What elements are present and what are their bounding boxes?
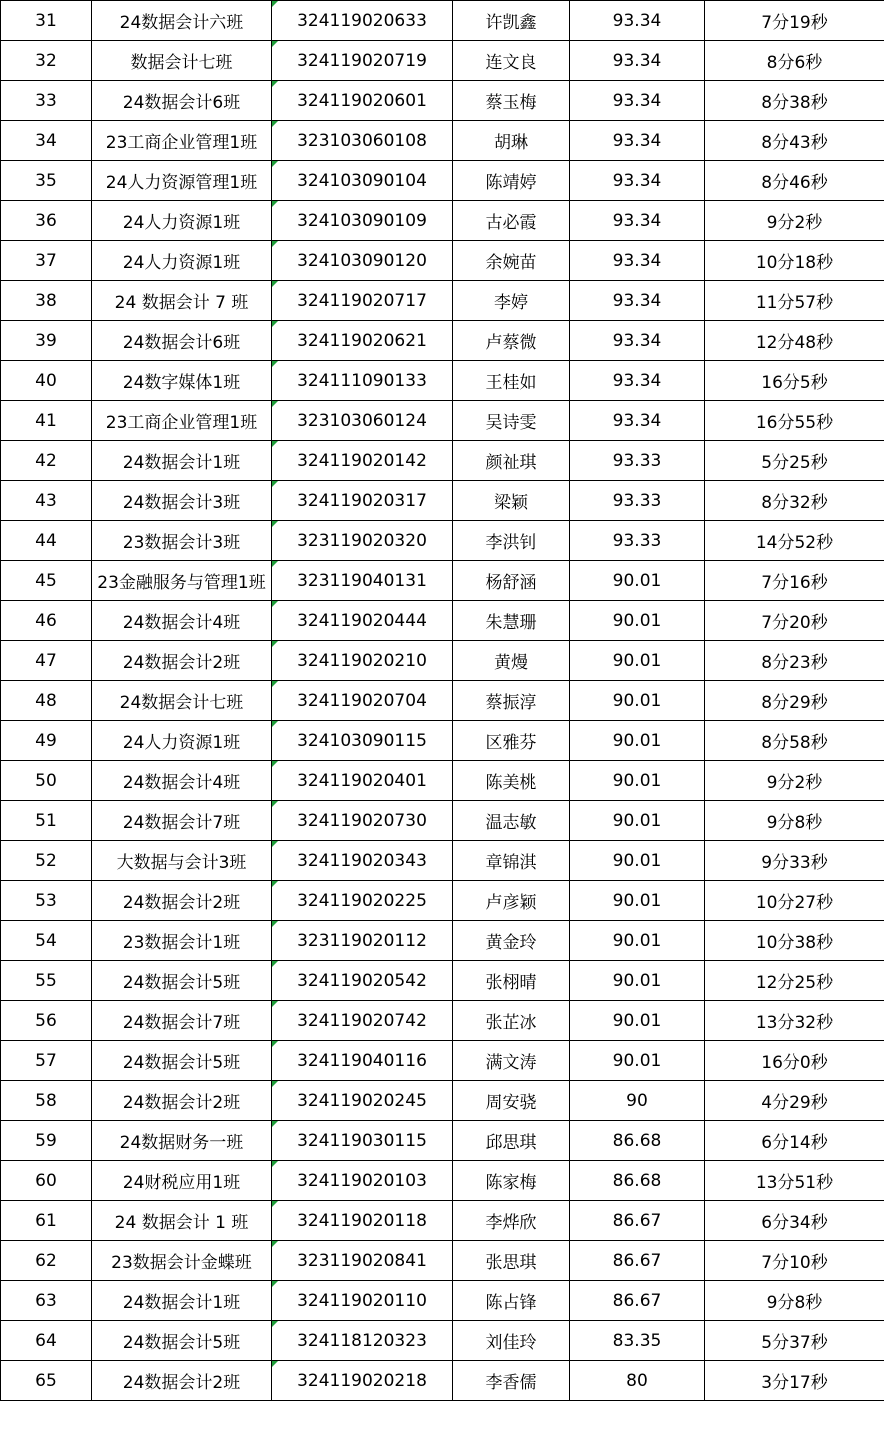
rank-cell: 34 xyxy=(1,121,92,161)
name-cell: 许凯鑫 xyxy=(453,1,570,41)
table-row xyxy=(1,81,884,121)
rank-cell: 61 xyxy=(1,1201,92,1241)
time-cell: 9分2秒 xyxy=(705,201,884,241)
time-cell: 9分33秒 xyxy=(705,841,884,881)
name-cell: 朱慧珊 xyxy=(453,601,570,641)
class-cell: 24数据会计5班 xyxy=(92,1321,272,1361)
name-cell: 余婉苗 xyxy=(453,241,570,281)
rank-cell: 55 xyxy=(1,961,92,1001)
student-id-cell: 324119020717 xyxy=(272,281,453,321)
time-cell: 8分23秒 xyxy=(705,641,884,681)
name-cell: 黄金玲 xyxy=(453,921,570,961)
student-id-cell: 324119020633 xyxy=(272,1,453,41)
rank-cell: 52 xyxy=(1,841,92,881)
class-cell: 24数据会计3班 xyxy=(92,481,272,521)
student-id-cell: 324103090115 xyxy=(272,721,453,761)
score-cell: 90.01 xyxy=(570,921,705,961)
time-cell: 7分16秒 xyxy=(705,561,884,601)
table-row xyxy=(1,641,884,681)
score-cell: 90.01 xyxy=(570,761,705,801)
time-cell: 7分20秒 xyxy=(705,601,884,641)
table-row xyxy=(1,161,884,201)
student-id-cell: 324119020103 xyxy=(272,1161,453,1201)
score-cell: 93.34 xyxy=(570,41,705,81)
score-cell: 90.01 xyxy=(570,961,705,1001)
table-row xyxy=(1,1001,884,1041)
time-cell: 5分37秒 xyxy=(705,1321,884,1361)
score-cell: 90.01 xyxy=(570,601,705,641)
table-row xyxy=(1,41,884,81)
class-cell: 23数据会计1班 xyxy=(92,921,272,961)
name-cell: 王桂如 xyxy=(453,361,570,401)
name-cell: 连文良 xyxy=(453,41,570,81)
time-cell: 6分34秒 xyxy=(705,1201,884,1241)
rank-cell: 39 xyxy=(1,321,92,361)
student-id-cell: 323119020112 xyxy=(272,921,453,961)
table-row xyxy=(1,1281,884,1321)
name-cell: 陈靖婷 xyxy=(453,161,570,201)
table-row xyxy=(1,801,884,841)
rank-cell: 45 xyxy=(1,561,92,601)
name-cell: 刘佳玲 xyxy=(453,1321,570,1361)
class-cell: 24数据会计1班 xyxy=(92,1281,272,1321)
class-cell: 23数据会计金蝶班 xyxy=(92,1241,272,1281)
rank-cell: 59 xyxy=(1,1121,92,1161)
name-cell: 杨舒涵 xyxy=(453,561,570,601)
name-cell: 黄熳 xyxy=(453,641,570,681)
rank-cell: 43 xyxy=(1,481,92,521)
class-cell: 24人力资源1班 xyxy=(92,241,272,281)
student-id-cell: 324119020542 xyxy=(272,961,453,1001)
student-id-cell: 324119020317 xyxy=(272,481,453,521)
time-cell: 8分58秒 xyxy=(705,721,884,761)
class-cell: 24数据会计7班 xyxy=(92,1001,272,1041)
rank-cell: 50 xyxy=(1,761,92,801)
score-cell: 90.01 xyxy=(570,721,705,761)
time-cell: 6分14秒 xyxy=(705,1121,884,1161)
name-cell: 颜祉琪 xyxy=(453,441,570,481)
class-cell: 23数据会计3班 xyxy=(92,521,272,561)
time-cell: 8分43秒 xyxy=(705,121,884,161)
time-cell: 8分29秒 xyxy=(705,681,884,721)
class-cell: 数据会计七班 xyxy=(92,41,272,81)
table-row xyxy=(1,681,884,721)
score-cell: 86.67 xyxy=(570,1241,705,1281)
score-cell: 93.34 xyxy=(570,361,705,401)
name-cell: 古必霞 xyxy=(453,201,570,241)
name-cell: 满文涛 xyxy=(453,1041,570,1081)
class-cell: 24数据会计7班 xyxy=(92,801,272,841)
class-cell: 大数据与会计3班 xyxy=(92,841,272,881)
time-cell: 10分38秒 xyxy=(705,921,884,961)
score-cell: 93.34 xyxy=(570,401,705,441)
table-row xyxy=(1,841,884,881)
class-cell: 23工商企业管理1班 xyxy=(92,121,272,161)
student-id-cell: 324111090133 xyxy=(272,361,453,401)
score-cell: 93.34 xyxy=(570,81,705,121)
score-cell: 90.01 xyxy=(570,841,705,881)
class-cell: 24财税应用1班 xyxy=(92,1161,272,1201)
table-row xyxy=(1,601,884,641)
table-row xyxy=(1,1321,884,1361)
name-cell: 卢蔡微 xyxy=(453,321,570,361)
time-cell: 12分48秒 xyxy=(705,321,884,361)
student-id-cell: 324119020444 xyxy=(272,601,453,641)
time-cell: 12分25秒 xyxy=(705,961,884,1001)
table-row xyxy=(1,241,884,281)
rank-cell: 37 xyxy=(1,241,92,281)
score-cell: 90 xyxy=(570,1081,705,1121)
class-cell: 24数据财务一班 xyxy=(92,1121,272,1161)
results-table-body xyxy=(1,1,884,1401)
student-id-cell: 324119020704 xyxy=(272,681,453,721)
score-cell: 93.34 xyxy=(570,161,705,201)
time-cell: 13分51秒 xyxy=(705,1161,884,1201)
rank-cell: 33 xyxy=(1,81,92,121)
student-id-cell: 324119020621 xyxy=(272,321,453,361)
name-cell: 胡琳 xyxy=(453,121,570,161)
rank-cell: 42 xyxy=(1,441,92,481)
table-row xyxy=(1,1361,884,1401)
table-row xyxy=(1,761,884,801)
score-cell: 90.01 xyxy=(570,881,705,921)
rank-cell: 58 xyxy=(1,1081,92,1121)
class-cell: 24数据会计6班 xyxy=(92,81,272,121)
rank-cell: 53 xyxy=(1,881,92,921)
score-cell: 93.34 xyxy=(570,241,705,281)
class-cell: 24数据会计2班 xyxy=(92,641,272,681)
rank-cell: 44 xyxy=(1,521,92,561)
class-cell: 24数据会计2班 xyxy=(92,1361,272,1401)
class-cell: 24数据会计6班 xyxy=(92,321,272,361)
class-cell: 24数据会计5班 xyxy=(92,1041,272,1081)
student-id-cell: 324119030115 xyxy=(272,1121,453,1161)
time-cell: 16分5秒 xyxy=(705,361,884,401)
class-cell: 24 数据会计 1 班 xyxy=(92,1201,272,1241)
student-id-cell: 324119020225 xyxy=(272,881,453,921)
name-cell: 邱思琪 xyxy=(453,1121,570,1161)
time-cell: 10分18秒 xyxy=(705,241,884,281)
name-cell: 吴诗雯 xyxy=(453,401,570,441)
name-cell: 梁颖 xyxy=(453,481,570,521)
table-row xyxy=(1,401,884,441)
time-cell: 16分0秒 xyxy=(705,1041,884,1081)
class-cell: 24数据会计4班 xyxy=(92,601,272,641)
table-row xyxy=(1,1241,884,1281)
name-cell: 李香儒 xyxy=(453,1361,570,1401)
score-cell: 90.01 xyxy=(570,1041,705,1081)
score-cell: 80 xyxy=(570,1361,705,1401)
name-cell: 李洪钊 xyxy=(453,521,570,561)
table-row xyxy=(1,521,884,561)
rank-cell: 35 xyxy=(1,161,92,201)
class-cell: 24 数据会计 7 班 xyxy=(92,281,272,321)
time-cell: 8分6秒 xyxy=(705,41,884,81)
rank-cell: 62 xyxy=(1,1241,92,1281)
table-row xyxy=(1,1081,884,1121)
time-cell: 9分8秒 xyxy=(705,1281,884,1321)
student-id-cell: 323119040131 xyxy=(272,561,453,601)
name-cell: 李烨欣 xyxy=(453,1201,570,1241)
class-cell: 24数据会计2班 xyxy=(92,881,272,921)
table-row xyxy=(1,721,884,761)
time-cell: 9分8秒 xyxy=(705,801,884,841)
rank-cell: 46 xyxy=(1,601,92,641)
rank-cell: 63 xyxy=(1,1281,92,1321)
time-cell: 9分2秒 xyxy=(705,761,884,801)
time-cell: 11分57秒 xyxy=(705,281,884,321)
score-cell: 83.35 xyxy=(570,1321,705,1361)
time-cell: 13分32秒 xyxy=(705,1001,884,1041)
student-id-cell: 323119020320 xyxy=(272,521,453,561)
table-row xyxy=(1,201,884,241)
class-cell: 23工商企业管理1班 xyxy=(92,401,272,441)
rank-cell: 40 xyxy=(1,361,92,401)
table-row xyxy=(1,1,884,41)
score-cell: 93.33 xyxy=(570,521,705,561)
rank-cell: 64 xyxy=(1,1321,92,1361)
student-id-cell: 324119020601 xyxy=(272,81,453,121)
table-row xyxy=(1,1161,884,1201)
student-id-cell: 324118120323 xyxy=(272,1321,453,1361)
class-cell: 24数据会计1班 xyxy=(92,441,272,481)
class-cell: 24数字媒体1班 xyxy=(92,361,272,401)
score-cell: 93.33 xyxy=(570,481,705,521)
table-row xyxy=(1,961,884,1001)
score-cell: 93.34 xyxy=(570,1,705,41)
rank-cell: 36 xyxy=(1,201,92,241)
name-cell: 张栩晴 xyxy=(453,961,570,1001)
student-id-cell: 324119020110 xyxy=(272,1281,453,1321)
time-cell: 16分55秒 xyxy=(705,401,884,441)
score-cell: 93.34 xyxy=(570,121,705,161)
class-cell: 24数据会计4班 xyxy=(92,761,272,801)
table-row xyxy=(1,921,884,961)
class-cell: 24人力资源管理1班 xyxy=(92,161,272,201)
rank-cell: 54 xyxy=(1,921,92,961)
name-cell: 章锦淇 xyxy=(453,841,570,881)
score-cell: 90.01 xyxy=(570,641,705,681)
student-id-cell: 324119020210 xyxy=(272,641,453,681)
student-id-cell: 324103090120 xyxy=(272,241,453,281)
rank-cell: 49 xyxy=(1,721,92,761)
table-row xyxy=(1,561,884,601)
score-cell: 90.01 xyxy=(570,561,705,601)
student-id-cell: 323103060108 xyxy=(272,121,453,161)
name-cell: 陈家梅 xyxy=(453,1161,570,1201)
table-row xyxy=(1,121,884,161)
student-id-cell: 324119040116 xyxy=(272,1041,453,1081)
student-id-cell: 323119020841 xyxy=(272,1241,453,1281)
student-id-cell: 324119020142 xyxy=(272,441,453,481)
name-cell: 陈占锋 xyxy=(453,1281,570,1321)
name-cell: 张芷冰 xyxy=(453,1001,570,1041)
rank-cell: 41 xyxy=(1,401,92,441)
name-cell: 蔡振淳 xyxy=(453,681,570,721)
time-cell: 4分29秒 xyxy=(705,1081,884,1121)
score-cell: 86.67 xyxy=(570,1201,705,1241)
name-cell: 李婷 xyxy=(453,281,570,321)
time-cell: 3分17秒 xyxy=(705,1361,884,1401)
score-cell: 93.34 xyxy=(570,281,705,321)
time-cell: 7分19秒 xyxy=(705,1,884,41)
student-id-cell: 324103090104 xyxy=(272,161,453,201)
score-cell: 93.33 xyxy=(570,441,705,481)
time-cell: 10分27秒 xyxy=(705,881,884,921)
name-cell: 周安骁 xyxy=(453,1081,570,1121)
score-cell: 86.67 xyxy=(570,1281,705,1321)
table-row xyxy=(1,481,884,521)
rank-cell: 38 xyxy=(1,281,92,321)
table-row xyxy=(1,441,884,481)
rank-cell: 47 xyxy=(1,641,92,681)
student-id-cell: 324103090109 xyxy=(272,201,453,241)
table-row xyxy=(1,881,884,921)
rank-cell: 51 xyxy=(1,801,92,841)
student-id-cell: 324119020218 xyxy=(272,1361,453,1401)
table-row xyxy=(1,1121,884,1161)
student-id-cell: 324119020401 xyxy=(272,761,453,801)
rank-cell: 60 xyxy=(1,1161,92,1201)
score-cell: 93.34 xyxy=(570,321,705,361)
class-cell: 24数据会计六班 xyxy=(92,1,272,41)
student-id-cell: 324119020719 xyxy=(272,41,453,81)
class-cell: 24人力资源1班 xyxy=(92,201,272,241)
rank-cell: 56 xyxy=(1,1001,92,1041)
table-row xyxy=(1,321,884,361)
student-id-cell: 324119020118 xyxy=(272,1201,453,1241)
score-cell: 90.01 xyxy=(570,1001,705,1041)
class-cell: 24数据会计七班 xyxy=(92,681,272,721)
name-cell: 温志敏 xyxy=(453,801,570,841)
rank-cell: 31 xyxy=(1,1,92,41)
table-row xyxy=(1,281,884,321)
time-cell: 8分32秒 xyxy=(705,481,884,521)
rank-cell: 65 xyxy=(1,1361,92,1401)
student-id-cell: 324119020245 xyxy=(272,1081,453,1121)
name-cell: 张思琪 xyxy=(453,1241,570,1281)
score-cell: 86.68 xyxy=(570,1161,705,1201)
table-row xyxy=(1,361,884,401)
class-cell: 23金融服务与管理1班 xyxy=(92,561,272,601)
student-id-cell: 324119020730 xyxy=(272,801,453,841)
score-cell: 90.01 xyxy=(570,681,705,721)
student-id-cell: 324119020742 xyxy=(272,1001,453,1041)
time-cell: 5分25秒 xyxy=(705,441,884,481)
student-id-cell: 324119020343 xyxy=(272,841,453,881)
rank-cell: 57 xyxy=(1,1041,92,1081)
name-cell: 蔡玉梅 xyxy=(453,81,570,121)
class-cell: 24数据会计2班 xyxy=(92,1081,272,1121)
name-cell: 区雅芬 xyxy=(453,721,570,761)
class-cell: 24数据会计5班 xyxy=(92,961,272,1001)
table-row xyxy=(1,1041,884,1081)
time-cell: 7分10秒 xyxy=(705,1241,884,1281)
score-cell: 86.68 xyxy=(570,1121,705,1161)
time-cell: 14分52秒 xyxy=(705,521,884,561)
class-cell: 24人力资源1班 xyxy=(92,721,272,761)
name-cell: 陈美桃 xyxy=(453,761,570,801)
score-cell: 93.34 xyxy=(570,201,705,241)
rank-cell: 48 xyxy=(1,681,92,721)
rank-cell: 32 xyxy=(1,41,92,81)
name-cell: 卢彦颖 xyxy=(453,881,570,921)
time-cell: 8分38秒 xyxy=(705,81,884,121)
student-id-cell: 323103060124 xyxy=(272,401,453,441)
time-cell: 8分46秒 xyxy=(705,161,884,201)
table-row xyxy=(1,1201,884,1241)
score-cell: 90.01 xyxy=(570,801,705,841)
